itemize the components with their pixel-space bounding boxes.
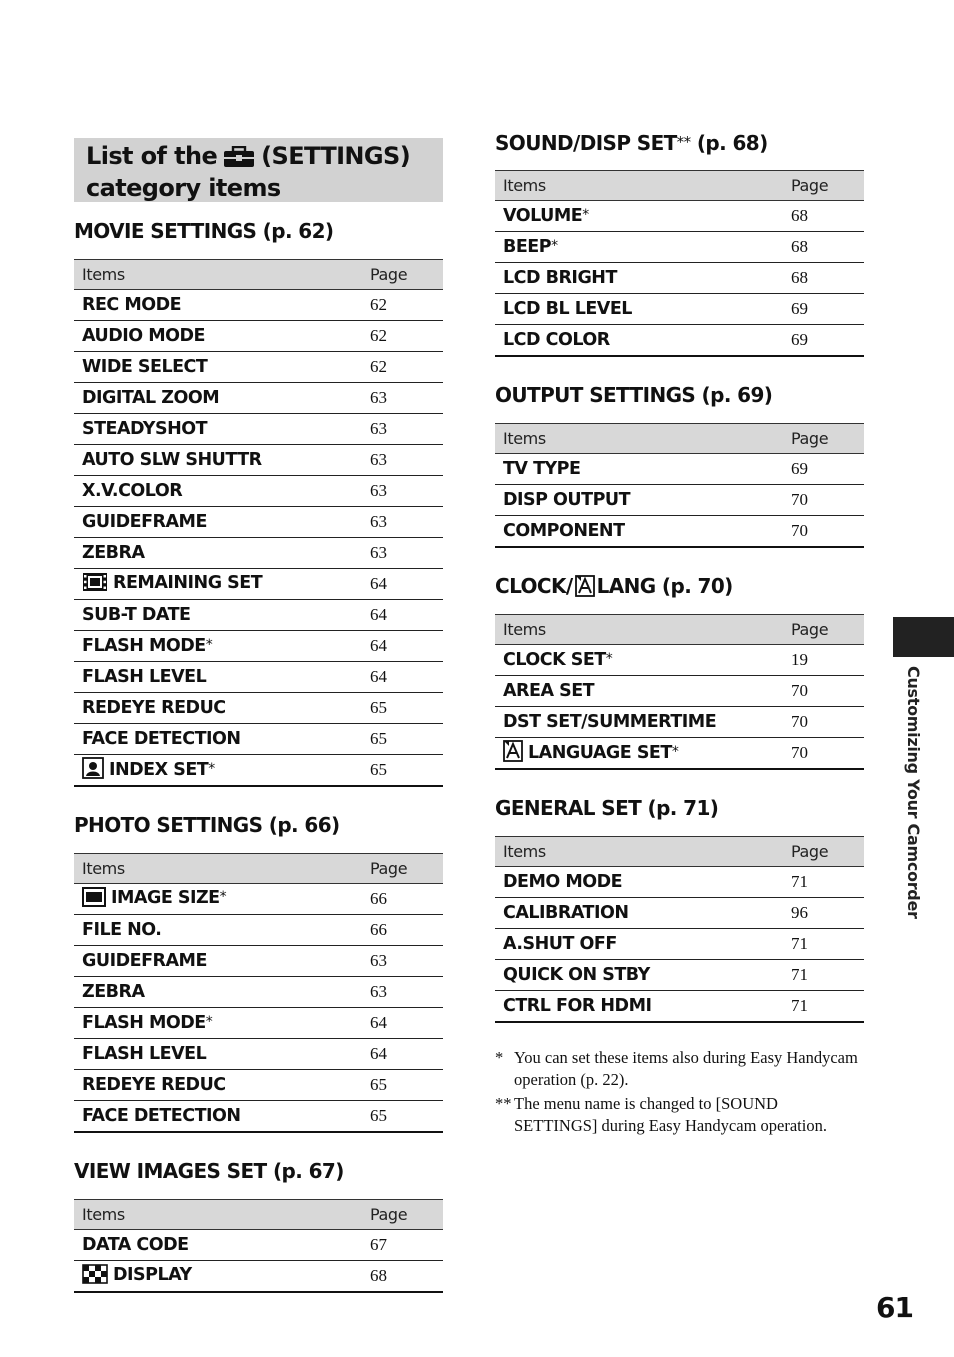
view-images-table [74, 1199, 443, 1293]
item-page-cell: 62 [362, 321, 443, 352]
item-name: TV TYPE [503, 459, 581, 479]
item-name: GUIDEFRAME [82, 512, 207, 532]
item-page-cell: 68 [783, 232, 864, 263]
items-column-header: Items [74, 854, 362, 884]
item-name: DIGITAL ZOOM [82, 388, 220, 408]
table-row [74, 1070, 443, 1101]
item-page-cell: 69 [783, 325, 864, 357]
item-page-cell: 68 [783, 263, 864, 294]
output-settings-table [495, 423, 864, 548]
item-name-cell [74, 977, 362, 1008]
table-row [495, 738, 864, 770]
general-set-heading: GENERAL SET (p. 71) [495, 796, 719, 820]
language-icon [575, 575, 595, 604]
item-page-cell: 63 [362, 538, 443, 569]
item-name-cell [74, 755, 362, 787]
sound-heading-main: SOUND/DISP SET [495, 131, 677, 155]
chapter-side-label: Customizing Your Camcorder [904, 666, 923, 919]
table-row [495, 294, 864, 325]
item-name: AREA SET [503, 681, 595, 701]
footnote [495, 1093, 864, 1137]
table-row [74, 755, 443, 787]
item-name: GUIDEFRAME [82, 951, 207, 971]
item-name-cell [495, 485, 783, 516]
table-header-row [495, 171, 864, 201]
items-column-header: Items [495, 171, 783, 201]
table-row [74, 1261, 443, 1293]
face-index-icon [82, 757, 104, 784]
item-page-cell: 64 [362, 631, 443, 662]
item-name-cell [74, 445, 362, 476]
item-page-cell: 65 [362, 755, 443, 787]
image-size-icon [82, 887, 106, 912]
clock-lang-table [495, 614, 864, 770]
item-name: ZEBRA [82, 543, 145, 563]
item-name: FLASH LEVEL [82, 667, 207, 687]
table-row [74, 600, 443, 631]
item-page-cell: 71 [783, 867, 864, 898]
footnote [495, 1047, 864, 1091]
movie-settings-table [74, 259, 443, 787]
item-name-cell [74, 1101, 362, 1133]
item-page-cell: 63 [362, 507, 443, 538]
clock-heading-pre: CLOCK/ [495, 574, 573, 598]
table-row [74, 445, 443, 476]
sound-heading-page: (p. 68) [690, 131, 768, 155]
table-row [74, 884, 443, 915]
item-page-cell: 65 [362, 693, 443, 724]
items-column-header: Items [495, 837, 783, 867]
item-page-cell: 63 [362, 414, 443, 445]
table-row [495, 516, 864, 548]
table-header-row [74, 854, 443, 884]
table-row [495, 325, 864, 357]
item-name: FLASH LEVEL [82, 1044, 207, 1064]
table-header-row [495, 837, 864, 867]
item-page-cell: 65 [362, 1070, 443, 1101]
table-row [74, 321, 443, 352]
table-row [495, 991, 864, 1023]
item-name: DEMO MODE [503, 872, 623, 892]
item-name-cell [74, 290, 362, 321]
table-row [74, 631, 443, 662]
output-settings-heading: OUTPUT SETTINGS (p. 69) [495, 383, 773, 407]
table-row [74, 724, 443, 755]
item-page-cell: 64 [362, 662, 443, 693]
sound-disp-heading [495, 128, 864, 156]
table-row [495, 707, 864, 738]
item-page-cell: 64 [362, 600, 443, 631]
title-line2: category items [86, 174, 281, 202]
item-name-cell [74, 383, 362, 414]
table-row [74, 476, 443, 507]
item-page-cell: 66 [362, 884, 443, 915]
footnote-mark: ** [495, 1094, 512, 1113]
table-row [495, 454, 864, 485]
table-row [74, 383, 443, 414]
item-name-cell [74, 569, 362, 600]
table-header-row [495, 424, 864, 454]
item-name: FACE DETECTION [82, 1106, 241, 1126]
item-name: LANGUAGE SET [528, 742, 672, 763]
item-page-cell: 63 [362, 977, 443, 1008]
footnote-mark: * [495, 1048, 504, 1067]
table-row [74, 662, 443, 693]
table-row [74, 538, 443, 569]
table-row [495, 645, 864, 676]
page-number: 61 [876, 1291, 913, 1324]
item-name: WIDE SELECT [82, 357, 208, 377]
item-name: REC MODE [82, 295, 182, 315]
item-name: QUICK ON STBY [503, 965, 650, 985]
item-page-cell: 71 [783, 991, 864, 1023]
movie-settings-heading: MOVIE SETTINGS (p. 62) [74, 219, 334, 243]
item-name-cell [495, 232, 783, 263]
page-column-header: Page [783, 615, 864, 645]
table-header-row [74, 260, 443, 290]
clock-heading-post: LANG (p. 70) [596, 574, 733, 598]
page-column-header: Page [783, 424, 864, 454]
item-name-cell [74, 507, 362, 538]
item-name: FLASH MODE [82, 636, 206, 656]
table-row [74, 977, 443, 1008]
language-icon [503, 740, 523, 767]
item-name-cell [74, 693, 362, 724]
item-name: ZEBRA [82, 982, 145, 1002]
item-page-cell: 71 [783, 929, 864, 960]
item-name-cell [74, 321, 362, 352]
asterisk-mark: * [205, 1014, 213, 1030]
item-name: LCD BL LEVEL [503, 299, 632, 319]
item-name: DISP OUTPUT [503, 490, 631, 510]
footnote-text: You can set these items also during Easy Handycam operation (p. 22). [514, 1048, 858, 1089]
item-name-cell [495, 929, 783, 960]
item-name-cell [495, 201, 783, 232]
item-name: FACE DETECTION [82, 729, 241, 749]
item-name: STEADYSHOT [82, 419, 208, 439]
table-row [495, 201, 864, 232]
table-row [74, 693, 443, 724]
item-name-cell [74, 352, 362, 383]
item-page-cell: 68 [783, 201, 864, 232]
item-name-cell [74, 662, 362, 693]
table-row [74, 1008, 443, 1039]
chapter-tab [893, 617, 954, 657]
item-page-cell: 63 [362, 476, 443, 507]
item-name-cell [495, 707, 783, 738]
item-name: SUB-T DATE [82, 605, 191, 625]
item-name-cell [495, 898, 783, 929]
item-name-cell [495, 454, 783, 485]
page-column-header: Page [783, 171, 864, 201]
table-row [74, 352, 443, 383]
item-name-cell [74, 1008, 362, 1039]
table-header-row [495, 615, 864, 645]
item-page-cell: 64 [362, 1039, 443, 1070]
item-page-cell: 67 [362, 1230, 443, 1261]
footnotes [495, 1047, 864, 1137]
item-name-cell [495, 263, 783, 294]
asterisk-mark: * [208, 760, 215, 777]
table-row [495, 960, 864, 991]
items-column-header: Items [74, 1200, 362, 1230]
table-row [74, 946, 443, 977]
item-name-cell [74, 631, 362, 662]
item-page-cell: 65 [362, 1101, 443, 1133]
table-row [74, 1230, 443, 1261]
item-name: INDEX SET [109, 759, 209, 780]
item-name: VOLUME [503, 206, 583, 226]
item-page-cell: 96 [783, 898, 864, 929]
display-checker-icon [82, 1264, 108, 1289]
item-page-cell: 69 [783, 294, 864, 325]
item-page-cell: 64 [362, 1008, 443, 1039]
toolbox-icon [223, 146, 255, 174]
item-name-cell [495, 294, 783, 325]
item-name: AUDIO MODE [82, 326, 205, 346]
item-name: FILE NO. [82, 920, 162, 940]
sound-disp-table [495, 170, 864, 357]
item-page-cell: 70 [783, 516, 864, 548]
table-row [74, 507, 443, 538]
item-page-cell: 69 [783, 454, 864, 485]
item-name-cell [74, 476, 362, 507]
item-name-cell [495, 325, 783, 357]
asterisk-mark: * [219, 888, 227, 905]
table-row [74, 915, 443, 946]
item-name-cell [74, 915, 362, 946]
item-name-cell [495, 738, 783, 770]
table-row [74, 1039, 443, 1070]
table-row [495, 676, 864, 707]
item-page-cell: 68 [362, 1261, 443, 1293]
item-name: A.SHUT OFF [503, 934, 617, 954]
table-row [495, 232, 864, 263]
table-header-row [74, 1200, 443, 1230]
page-column-header: Page [362, 1200, 443, 1230]
item-page-cell: 66 [362, 915, 443, 946]
item-name: BEEP [503, 237, 552, 257]
film-icon [82, 572, 108, 597]
asterisk-mark: * [582, 207, 589, 223]
title-prefix: List of the [86, 142, 218, 170]
item-name-cell [495, 867, 783, 898]
table-row [74, 290, 443, 321]
item-name: LCD COLOR [503, 330, 610, 350]
items-column-header: Items [495, 424, 783, 454]
table-row [495, 898, 864, 929]
item-name: DISPLAY [113, 1264, 192, 1285]
table-row [495, 263, 864, 294]
item-name-cell [74, 414, 362, 445]
item-name-cell [74, 1230, 362, 1261]
item-page-cell: 19 [783, 645, 864, 676]
item-page-cell: 70 [783, 485, 864, 516]
asterisk-mark: * [205, 637, 213, 653]
table-row [74, 569, 443, 600]
table-row [74, 1101, 443, 1133]
item-name-cell [74, 538, 362, 569]
item-name-cell [74, 1039, 362, 1070]
item-name: COMPONENT [503, 521, 625, 541]
item-name-cell [74, 1261, 362, 1293]
item-page-cell: 62 [362, 352, 443, 383]
item-name-cell [74, 884, 362, 915]
item-page-cell: 70 [783, 676, 864, 707]
item-name-cell [74, 1070, 362, 1101]
title-suffix: (SETTINGS) [261, 142, 411, 170]
left-column [74, 138, 443, 1293]
item-name: REDEYE REDUC [82, 1075, 226, 1095]
item-name: CTRL FOR HDMI [503, 996, 652, 1016]
item-name: CALIBRATION [503, 903, 629, 923]
page-column-header: Page [362, 260, 443, 290]
item-name: X.V.COLOR [82, 481, 183, 501]
table-row [495, 867, 864, 898]
item-page-cell: 65 [362, 724, 443, 755]
item-name-cell [495, 676, 783, 707]
general-set-table [495, 836, 864, 1023]
item-page-cell: 71 [783, 960, 864, 991]
table-row [74, 414, 443, 445]
item-page-cell: 70 [783, 707, 864, 738]
asterisk-mark: * [671, 743, 679, 760]
asterisk-mark: * [551, 238, 558, 254]
footnote-text: The menu name is changed to [SOUND SETTINGS] during Easy Handycam operation. [514, 1094, 827, 1135]
clock-lang-heading [495, 572, 864, 600]
item-page-cell: 64 [362, 569, 443, 600]
photo-settings-heading: PHOTO SETTINGS (p. 66) [74, 813, 340, 837]
table-row [495, 485, 864, 516]
item-name: REDEYE REDUC [82, 698, 226, 718]
item-name-cell [495, 645, 783, 676]
items-column-header: Items [74, 260, 362, 290]
item-name: LCD BRIGHT [503, 268, 617, 288]
view-images-heading: VIEW IMAGES SET (p. 67) [74, 1159, 344, 1183]
item-page-cell: 63 [362, 383, 443, 414]
table-row [495, 929, 864, 960]
item-page-cell: 63 [362, 946, 443, 977]
page-column-header: Page [362, 854, 443, 884]
item-name: DATA CODE [82, 1235, 189, 1255]
item-name: AUTO SLW SHUTTR [82, 450, 262, 470]
right-column [495, 128, 864, 1139]
item-name: DST SET/SUMMERTIME [503, 712, 717, 732]
item-name-cell [495, 960, 783, 991]
sound-heading-stars: ** [676, 133, 691, 151]
item-name: IMAGE SIZE [111, 887, 220, 908]
item-name-cell [495, 991, 783, 1023]
asterisk-mark: * [605, 651, 613, 667]
item-name-cell [74, 724, 362, 755]
item-page-cell: 70 [783, 738, 864, 770]
item-name-cell [74, 600, 362, 631]
photo-settings-table [74, 853, 443, 1133]
item-name-cell [74, 946, 362, 977]
item-page-cell: 62 [362, 290, 443, 321]
item-name: REMAINING SET [113, 572, 263, 593]
item-page-cell: 63 [362, 445, 443, 476]
item-name: CLOCK SET [503, 650, 606, 670]
items-column-header: Items [495, 615, 783, 645]
page-column-header: Page [783, 837, 864, 867]
page-title [74, 138, 443, 202]
item-name-cell [495, 516, 783, 548]
item-name: FLASH MODE [82, 1013, 206, 1033]
